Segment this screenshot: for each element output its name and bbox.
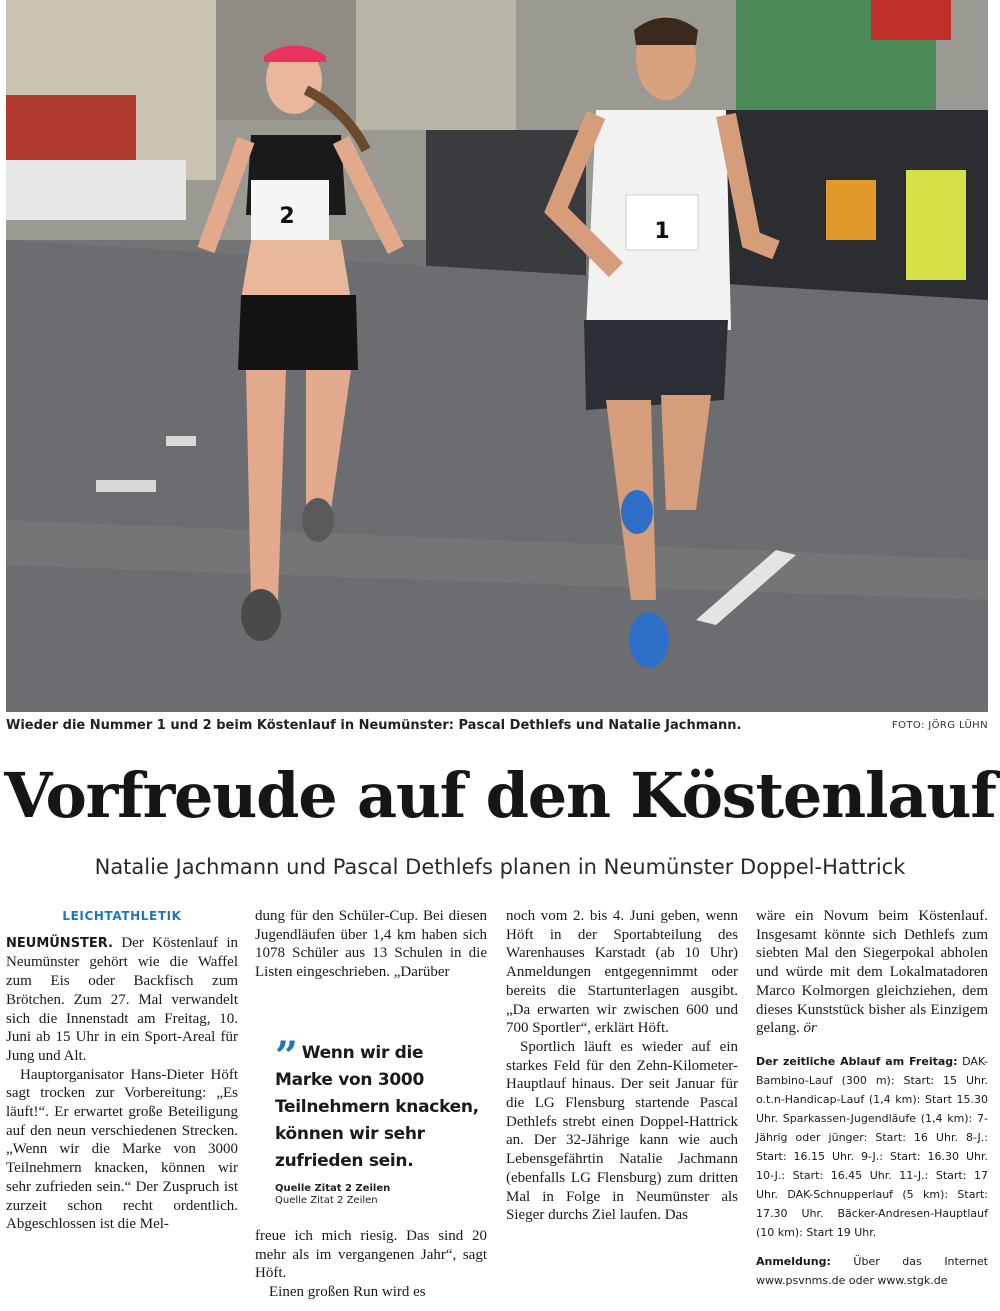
headline: Vorfreude auf den Köstenlauf bbox=[4, 759, 996, 832]
paragraph: Sportlich läuft es wieder auf ein starkes Feld für den Zehn-Kilometer-Hauptlauf hinaus. Der seit Januar für die LG Flensburg startende Pascal Dethlefs strebt einen Doppel-Hattrick an. Der 32-Jährige kann wie auch Lebensgefährtin Natalie Jachmann (ebenfalls LG Flensburg) zum dritten Mal in Folge in Neumünster als Sieger durchs Ziel laufen. Das bbox=[506, 1038, 738, 1224]
schedule-text: DAK-Bambino-Lauf (300 m): Start: 15 Uhr. o.t.n-Handicap-Lauf (1,4 km): Start 15.30 Uhr. Sparkassen-Jugendläufe (1,4 km): 7-Jährig oder jünger: Start: 16 Uhr. 8-J.: Start: 16.15 Uhr. 9-J.: Start: 16.30 Uhr. 10-J.: Start: 16.45 Uhr. 11-J.: Start: 17 Uhr. DAK-Schnupperlauf (5 km): Start: 17.30 Uhr. Bäcker-Andresen-Hauptlauf (10 km): Start 19 Uhr. bbox=[756, 1054, 988, 1239]
bib-number-left: 2 bbox=[279, 204, 295, 229]
author-initials: ör bbox=[803, 1020, 817, 1037]
photo-caption bbox=[6, 718, 988, 738]
paragraph-text: wäre ein Novum beim Köstenlauf. Insgesamt könnte sich Dethlefs zum siebten Mal den Siegerpokal abholen und würde mit dem Lokalmatadoren Marco Kolmorgen gleichziehen, dem dieses Kunststück bisher als Einzigem gelang. bbox=[756, 908, 988, 1037]
article-column-1 bbox=[6, 907, 238, 1234]
article-column-3 bbox=[506, 907, 738, 1225]
schedule-info bbox=[756, 1052, 988, 1242]
paragraph: Einen großen Run wird es bbox=[269, 1284, 426, 1301]
paragraph: noch vom 2. bis 4. Juni geben, wenn Höft in der Sportabteilung des Warenhauses Karstadt (ab 10 Uhr) Anmeldungen entgegennimmt oder bereits die Startunterlagen ausgibt. „Da erwarten wir zwischen 600 und 700 Sportler“, erklärt Höft. bbox=[506, 908, 738, 1037]
quote-mark-icon: ” bbox=[275, 1033, 298, 1080]
registration-label: Anmeldung: bbox=[756, 1254, 831, 1268]
article-column-2 bbox=[255, 907, 487, 982]
quote-source-role: Quelle Zitat 2 Zeilen bbox=[275, 1195, 378, 1206]
quote-source bbox=[275, 1183, 485, 1207]
pull-quote bbox=[275, 1033, 485, 1207]
schedule-label: Der zeitliche Ablauf am Freitag: bbox=[756, 1054, 958, 1068]
registration-text: Über das Internet www.psvnms.de oder www.stgk.de bbox=[756, 1254, 988, 1287]
bib-number-right: 1 bbox=[654, 219, 670, 244]
caption-text: Wieder die Nummer 1 und 2 beim Köstenlauf in Neumünster: Pascal Dethlefs und Natalie Jachmann. bbox=[6, 718, 742, 733]
paragraph bbox=[756, 907, 988, 1038]
subheadline: Natalie Jachmann und Pascal Dethlefs planen in Neumünster Doppel-Hattrick bbox=[94, 855, 906, 879]
paragraph: freue ich mich riesig. Das sind 20 mehr als im vergangenen Jahr“, sagt Höft. bbox=[255, 1228, 487, 1282]
paragraph-text: Der Köstenlauf in Neumünster gehört wie die Waffel zum Eis oder Backfisch zum Brötchen. Zum 27. Mal verwandelt sich die Innenstadt am Freitag, 10. Juni ab 15 Uhr in ein Sport-Areal für Jung und Alt. bbox=[6, 934, 238, 1064]
registration-info bbox=[756, 1252, 988, 1290]
dateline: NEUMÜNSTER. bbox=[6, 935, 113, 951]
article-column-4 bbox=[756, 907, 988, 1290]
quote-body: Wenn wir die Marke von 3000 Teilnehmern knacken, können wir sehr zufrieden sein. bbox=[275, 1043, 479, 1171]
paragraph: dung für den Schüler-Cup. Bei diesen Jugendläufen über 1,4 km haben sich 1078 Schüler aus 13 Schulen in die Listen eingeschrieben. „Darüber bbox=[255, 908, 487, 981]
article-column-2-continued bbox=[255, 1227, 487, 1302]
paragraph: Hauptorganisator Hans-Dieter Höft sagt trocken zur Vorbereitung: „Es läuft!“. Er erwartet große Beteiligung auf den neun verschiedenen Strecken. „Wenn wir die Marke von 3000 Teilnehmern knacken, können wir sehr zufrieden sein.“ Der Zuspruch ist zurzeit schon recht ordentlich. Abgeschlossen ist die Mel- bbox=[6, 1066, 238, 1233]
quote-source-name: Quelle Zitat 2 Zeilen bbox=[275, 1183, 391, 1194]
photo-credit: FOTO: JÖRG LÜHN bbox=[891, 720, 988, 731]
paragraph bbox=[6, 934, 238, 1066]
section-kicker: LEICHTATHLETIK bbox=[62, 909, 182, 923]
article-photo bbox=[6, 0, 988, 712]
quote-text bbox=[275, 1033, 485, 1175]
